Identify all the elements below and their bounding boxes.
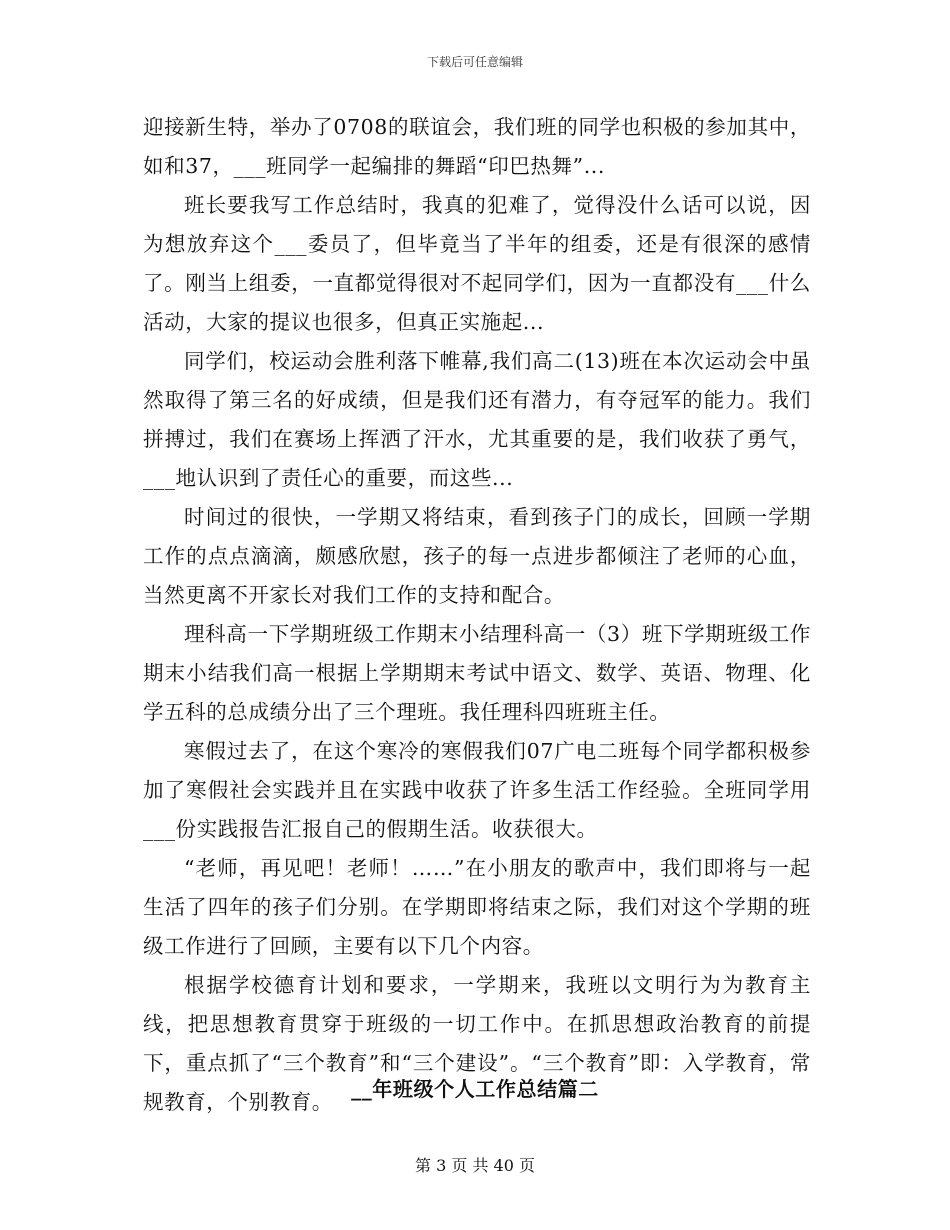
page-header: 下载后可任意编辑 (426, 55, 523, 69)
paragraph: 根据学校德育计划和要求，一学期来，我班以文明行为为教育主线，把思想教育贯穿于班级的一切工作中。在抓思想政治教育的前提下，重点抓了“三个教育”和“三个建设”。“三个教育”即：入学教育，常规教育，个别教育。 (143, 973, 811, 1114)
section-heading: __年班级个人工作总结篇二 (351, 1077, 599, 1101)
paragraph: 理科高一下学期班级工作期末小结理科高一（3）班下学期班级工作期末小结我们高一根据上学期期末考试中语文、数学、英语、物理、化学五科的总成绩分出了三个理班。我任理科四班班主任。 (143, 622, 811, 724)
paragraph: 班长要我写工作总结时，我真的犯难了，觉得没什么话可以说，因为想放弃这个___委员了，但毕竟当了半年的组委，还是有很深的感情了。刚当上组委，一直都觉得很对不起同学们，因为一直都没有___什么活动，大家的提议也很多，但真正实施起... (143, 193, 811, 334)
paragraph: 寒假过去了，在这个寒冷的寒假我们07广电二班每个同学都积极参加了寒假社会实践并且在实践中收获了许多生活工作经验。全班同学用___份实践报告汇报自己的假期生活。收获很大。 (143, 739, 811, 841)
paragraph: 迎接新生特，举办了0708的联谊会，我们班的同学也积极的参加其中，如和37，___班同学一起编排的舞蹈“印巴热舞”... (143, 115, 811, 178)
paragraph: 同学们，校运动会胜利落下帷幕,我们高二(13)班在本次运动会中虽然取得了第三名的好成绩，但是我们还有潜力，有夺冠军的能力。我们拼搏过，我们在赛场上挥洒了汗水，尤其重要的是，我们收获了勇气，___地认识到了责任心的重要，而这些... (143, 349, 811, 490)
page-number: 第 3 页 共 40 页 (415, 1156, 535, 1175)
document-body (143, 108, 811, 1122)
paragraph: “老师，再见吧！老师！……”在小朋友的歌声中，我们即将与一起生活了四年的孩子们分别。在学期即将结束之际，我们对这个学期的班级工作进行了回顾，主要有以下几个内容。 (143, 856, 811, 958)
paragraph: 时间过的很快，一学期又将结束，看到孩子门的成长，回顾一学期工作的点点滴滴，颇感欣慰，孩子的每一点进步都倾注了老师的心血，当然更离不开家长对我们工作的支持和配合。 (143, 505, 811, 607)
